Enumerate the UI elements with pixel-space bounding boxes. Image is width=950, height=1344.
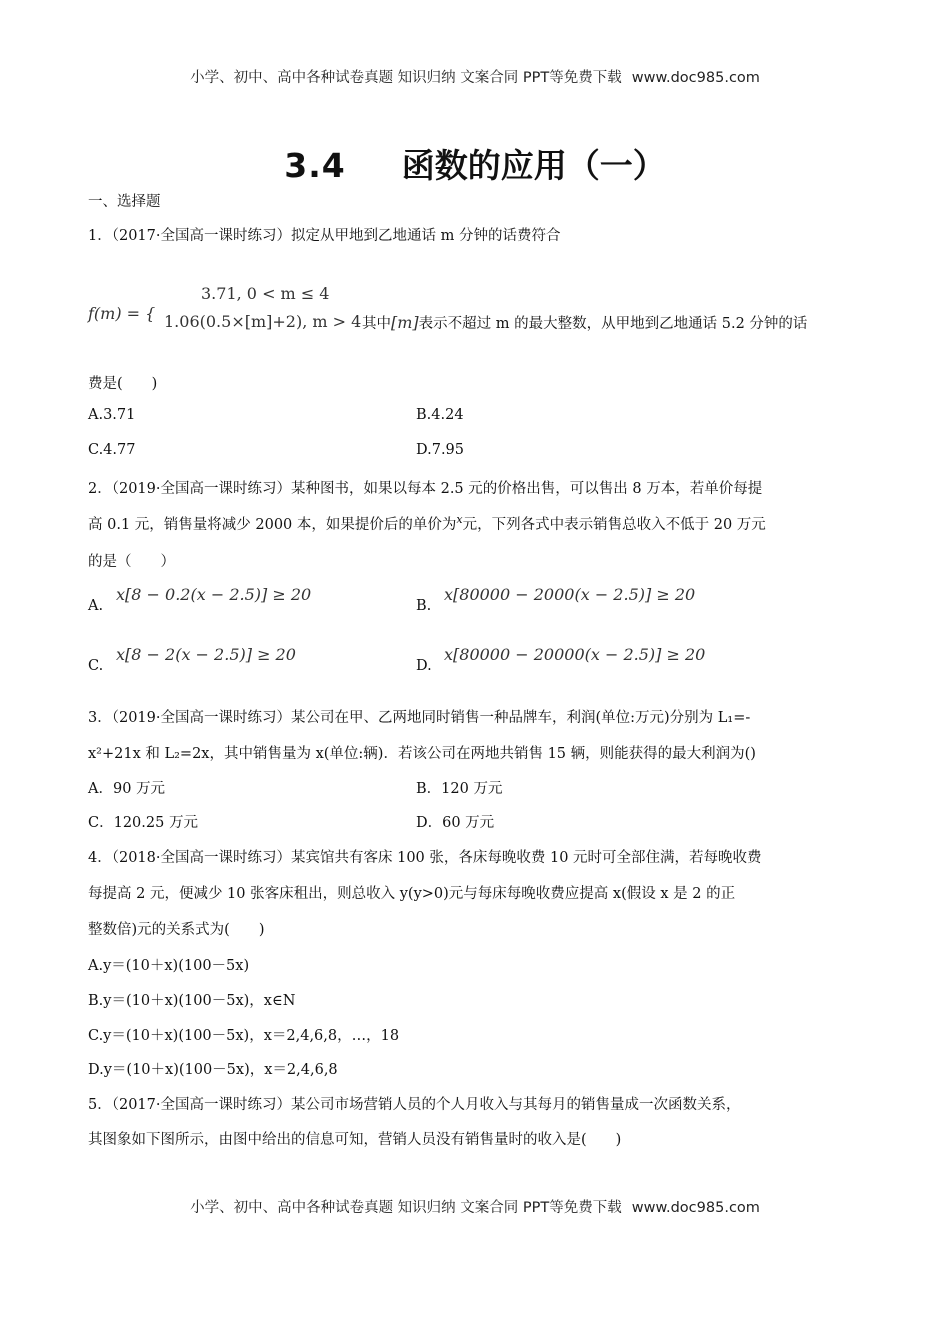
page-title: [0, 140, 950, 187]
q5-line2: 其图象如下图所示，由图中给出的信息可知，营销人员没有销售量时的收入是( ): [88, 1132, 622, 1148]
q2-option-a-label: A.: [88, 598, 104, 614]
q2-line2: [88, 513, 766, 534]
footer-url[interactable]: www.doc985.com: [631, 1200, 760, 1216]
q1-bracket-m: [m]: [391, 313, 419, 332]
header-text: 小学、初中、高中各种试卷真题 知识归纳 文案合同 PPT等免费下载: [190, 70, 622, 86]
title-number: 3.4: [284, 146, 346, 185]
q3-line1: 3．（2019·全国高一课时练习）某公司在甲、乙两地同时销售一种品牌车，利润(单位:万元)分别为 L₁=-: [88, 710, 751, 726]
q2-line2-a: 高 0.1 元，销售量将减少 2000 本，如果提价后的单价为: [88, 517, 457, 533]
q2-option-b-expr: x[80000 − 2000(x − 2.5)] ≥ 20: [444, 585, 696, 604]
header-url[interactable]: www.doc985.com: [631, 70, 760, 86]
q2-option-d-label: D.: [416, 658, 432, 674]
q1-case-2: 1.06(0.5×[m]+2), m > 4: [164, 312, 362, 331]
q4-line3: 整数倍)元的关系式为( ): [88, 922, 265, 938]
q3-option-a: A．90 万元: [88, 781, 166, 797]
q3-line2: x²+21x 和 L₂=2x，其中销售量为 x(单位:辆)．若该公司在两地共销售 15 辆，则能获得的最大利润为(): [88, 746, 756, 762]
q1-formula-lhs: f(m) = {: [88, 304, 156, 323]
page-footer: [0, 1196, 950, 1217]
q3-option-d: D．60 万元: [416, 815, 495, 831]
q2-option-c-expr: x[8 − 2(x − 2.5)] ≥ 20: [116, 645, 296, 664]
q2-line2-b: 元，下列各式中表示销售总收入不低于 20 万元: [462, 517, 766, 533]
q2-line3: 的是（ ）: [88, 554, 175, 570]
q2-option-b-label: B.: [416, 598, 432, 614]
q3-option-b: B．120 万元: [416, 781, 503, 797]
q2-option-d-expr: x[80000 − 20000(x − 2.5)] ≥ 20: [444, 645, 706, 664]
q5-line1: 5．（2017·全国高一课时练习）某公司市场营销人员的个人月收入与其每月的销售量成一次函数关系，: [88, 1097, 741, 1113]
q1-option-a: A.3.71: [88, 407, 136, 423]
q4-line2: 每提高 2 元，便减少 10 张客床租出，则总收入 y(y>0)元与每床每晚收费应提高 x(假设 x 是 2 的正: [88, 886, 736, 902]
q4-option-a: A.y＝(10＋x)(100－5x): [88, 958, 250, 974]
q1-after2: 表示不超过 m 的最大整数，从甲地到乙地通话 5.2 分钟的话: [418, 316, 808, 332]
title-text: 函数的应用（一）: [401, 146, 666, 185]
q2-option-d: [416, 658, 432, 674]
section-heading: 一、选择题: [88, 194, 161, 210]
q1-cont: 费是( ): [88, 376, 158, 392]
q2-option-c-label: C.: [88, 658, 104, 674]
q1-description: [362, 312, 807, 333]
q1-option-d: D.7.95: [416, 442, 465, 458]
q1-option-b: B.4.24: [416, 407, 464, 423]
q3-option-c: C．120.25 万元: [88, 815, 198, 831]
q1-case-1: 3.71, 0 < m ≤ 4: [201, 284, 330, 303]
q1-stem: 1．（2017·全国高一课时练习）拟定从甲地到乙地通话 m 分钟的话费符合: [88, 228, 561, 244]
q4-option-b: B.y＝(10＋x)(100－5x)，x∈N: [88, 993, 296, 1009]
footer-text: 小学、初中、高中各种试卷真题 知识归纳 文案合同 PPT等免费下载: [190, 1200, 622, 1216]
q1-option-c: C.4.77: [88, 442, 136, 458]
q2-option-a: [88, 598, 103, 614]
q2-stem: 2．（2019·全国高一课时练习）某种图书，如果以每本 2.5 元的价格出售，可以售出 8 万本，若单价每提: [88, 481, 763, 497]
q2-line2-x: x: [456, 513, 463, 527]
q4-line1: 4．（2018·全国高一课时练习）某宾馆共有客床 100 张，各床每晚收费 10 元时可全部住满，若每晚收费: [88, 850, 762, 866]
q1-piecewise-formula: [88, 282, 878, 342]
q2-option-c: [88, 658, 103, 674]
q4-option-c: C.y＝(10＋x)(100－5x)，x＝2,4,6,8，…，18: [88, 1028, 400, 1044]
page-header: [0, 66, 950, 87]
q4-option-d: D.y＝(10＋x)(100－5x)，x＝2,4,6,8: [88, 1062, 338, 1078]
q2-option-a-expr: x[8 − 0.2(x − 2.5)] ≥ 20: [116, 585, 312, 604]
q2-option-b: [416, 598, 431, 614]
q1-after: 其中: [362, 316, 391, 332]
